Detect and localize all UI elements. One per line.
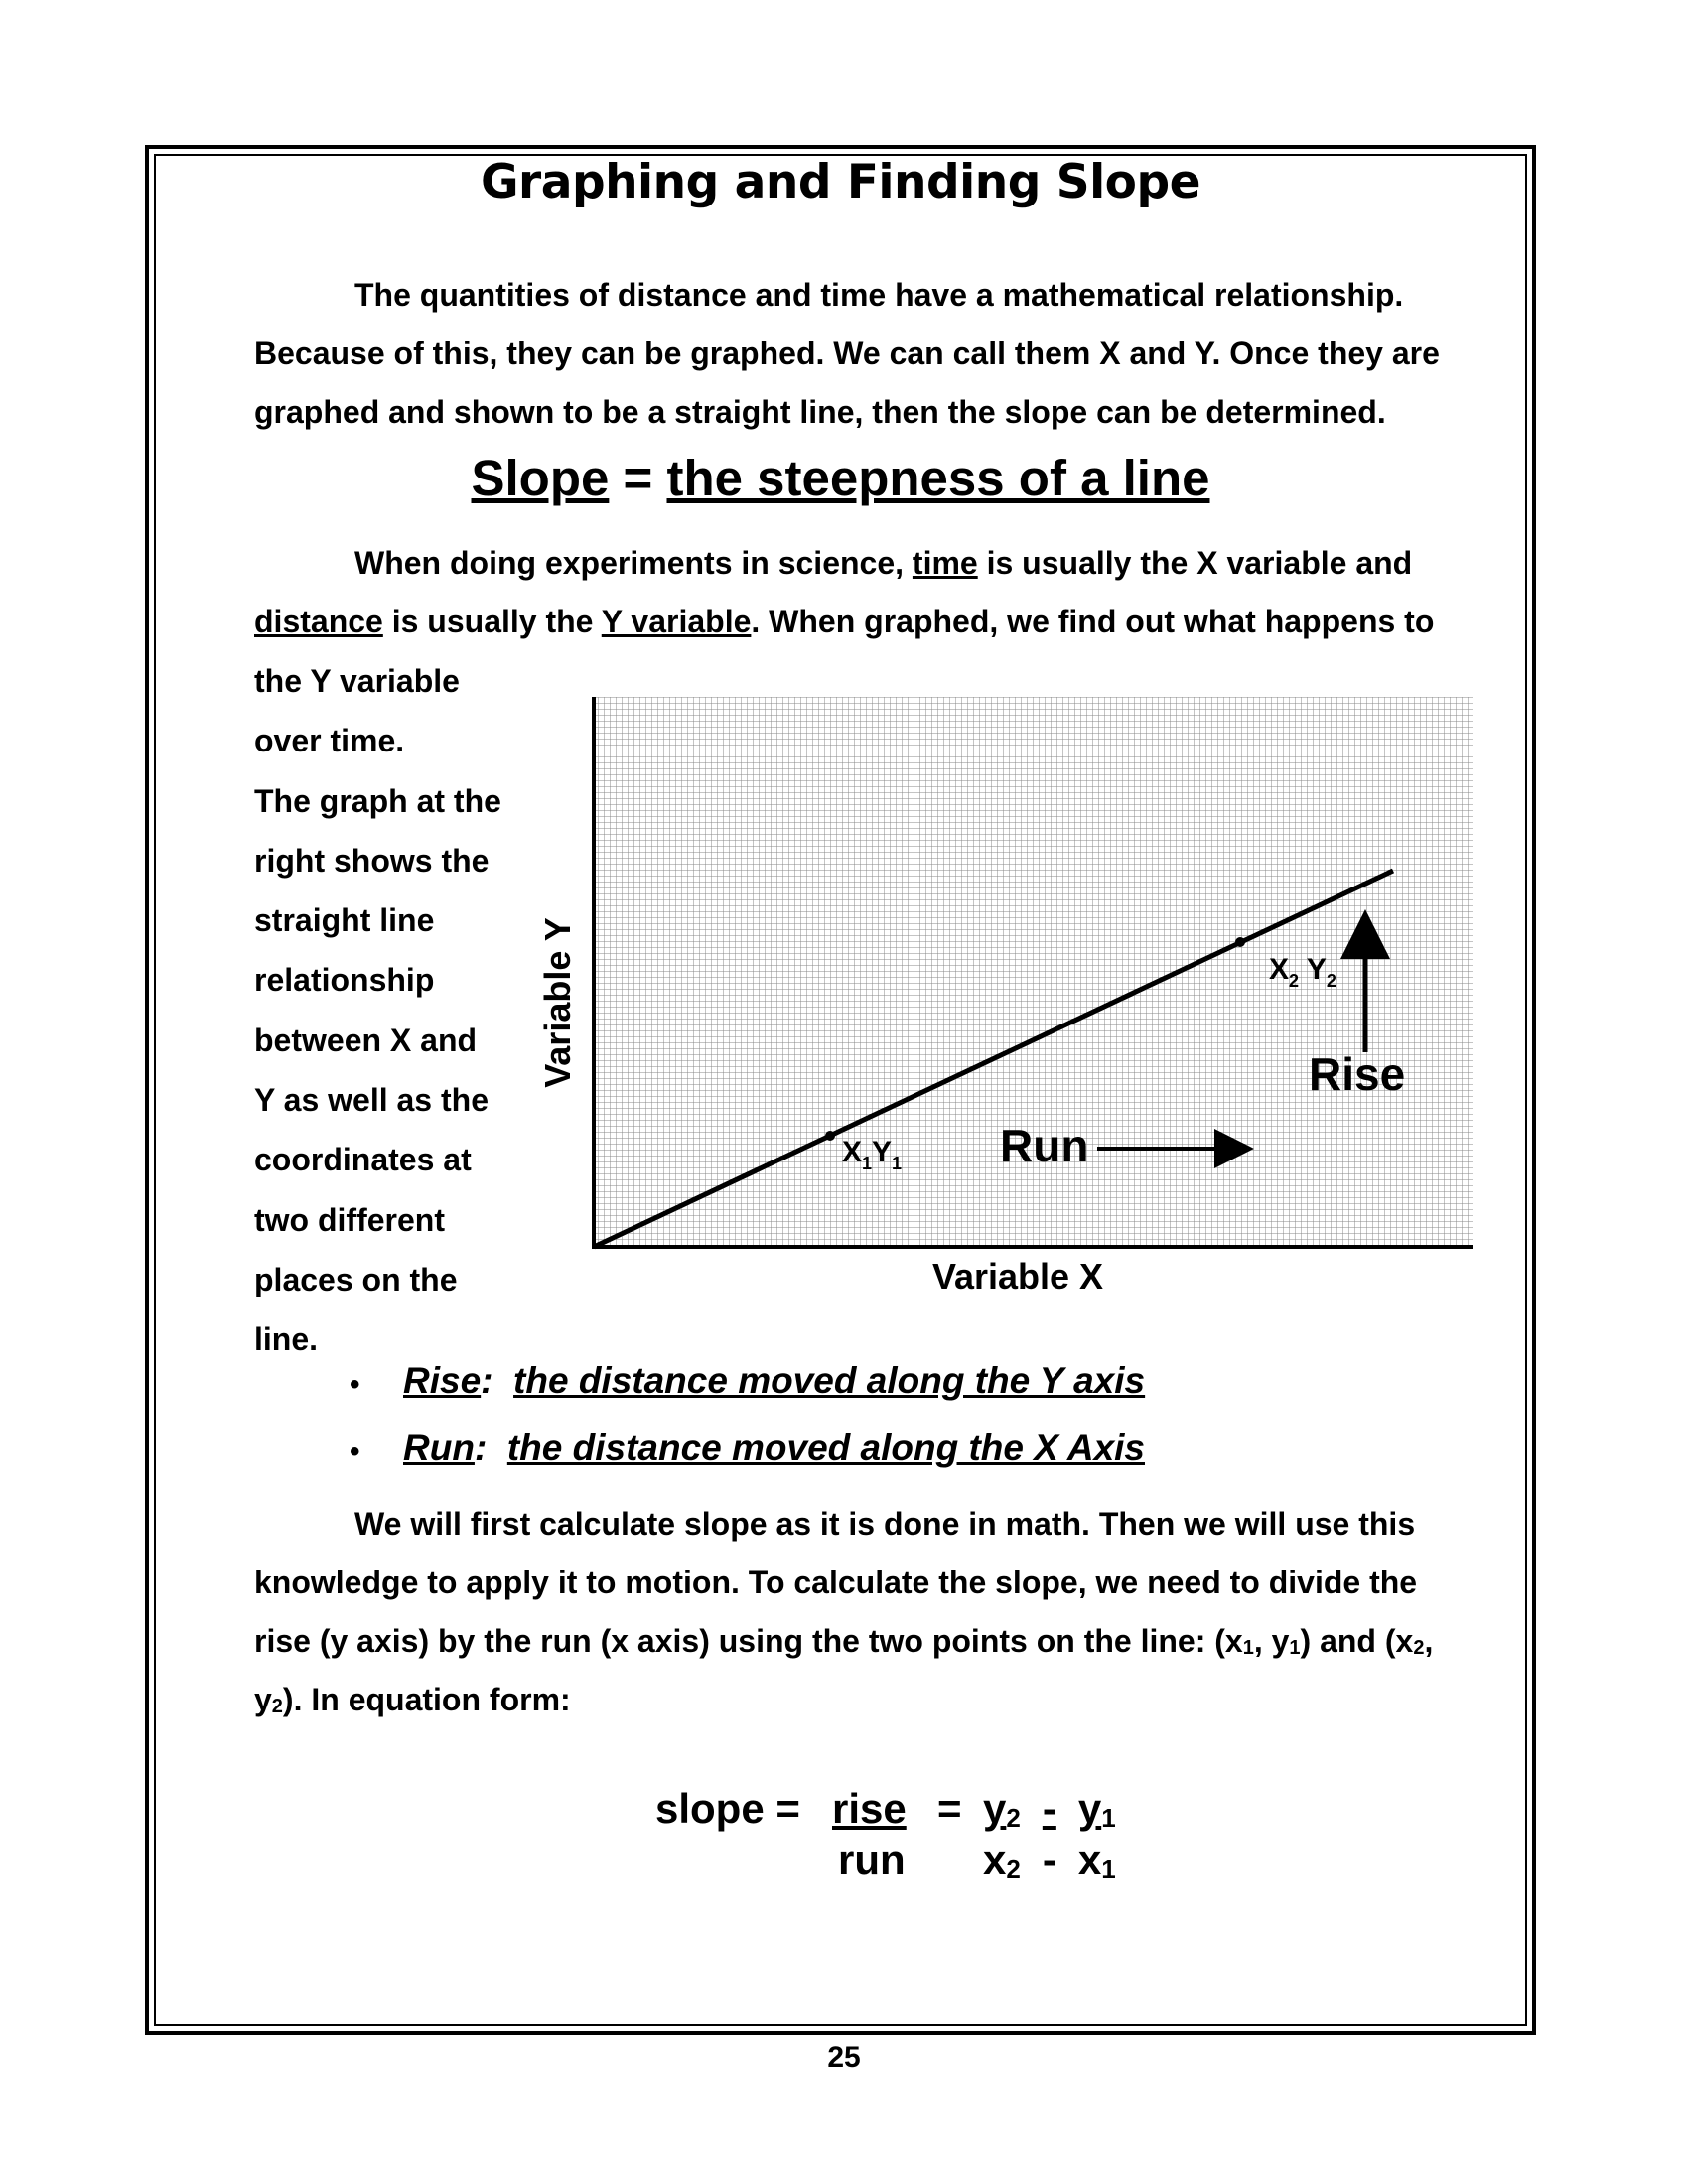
slope-definition: the steepness of a line	[666, 450, 1210, 506]
point-1-marker	[825, 1131, 835, 1141]
side-text-line: places on the	[254, 1261, 458, 1297]
calculation-paragraph	[254, 1495, 1525, 1729]
bullet-sep: :	[474, 1428, 507, 1468]
eq-minus: -	[1042, 1785, 1056, 1832]
point-1-label: $X_1Y_1$	[842, 1136, 903, 1173]
bullet-dot-icon: •	[350, 1368, 360, 1401]
equation-rise: rise	[832, 1785, 907, 1832]
bullet-text	[403, 1428, 1145, 1469]
equation-run: run	[838, 1837, 906, 1883]
text-span: , y	[1253, 1623, 1290, 1659]
bullet-text	[403, 1360, 1145, 1402]
subscript: 1	[1101, 1854, 1116, 1884]
bullet-term: Rise	[403, 1360, 482, 1401]
variables-line-1	[254, 534, 1525, 593]
y-axis-label: Variable Y	[537, 917, 578, 1088]
calc-line-3	[254, 1612, 1525, 1671]
subscript: 1	[1242, 1637, 1254, 1659]
bullet-term: Run	[403, 1428, 475, 1468]
side-text-line: relationship	[254, 962, 435, 999]
page-number: 25	[827, 2041, 861, 2074]
text-span: . When graphed, we find out what happens to	[751, 604, 1435, 639]
side-text-line: two different	[254, 1201, 445, 1238]
side-text-line: line.	[254, 1321, 319, 1358]
bullet-dot-icon: •	[350, 1435, 360, 1468]
equation-lhs: slope =	[655, 1785, 800, 1832]
side-text-line: coordinates at	[254, 1142, 472, 1178]
rise-label: Rise	[1309, 1048, 1406, 1100]
bullet-definition: the distance moved along the Y axis	[513, 1360, 1146, 1401]
side-text-line: between X and	[254, 1022, 478, 1058]
side-text-line: over time.	[254, 723, 405, 759]
intro-line-2: Because of this, they can be graphed. We can call them X and Y. Once they are	[254, 336, 1440, 371]
subscript: 1	[1101, 1803, 1116, 1833]
eq-x: x	[983, 1837, 1007, 1883]
slope-term: Slope	[471, 450, 610, 506]
term-time: time	[912, 545, 978, 581]
graph-side-text	[254, 651, 552, 1370]
text-span: is usually the	[382, 604, 602, 639]
x-axis-label: Variable X	[931, 1256, 1104, 1297]
subscript: 2	[1006, 1803, 1021, 1833]
eq-y: y	[983, 1785, 1007, 1832]
intro-line-3: graphed and shown to be a straight line, then the slope can be determined.	[254, 394, 1386, 430]
text-span: ) and (x	[1300, 1623, 1414, 1659]
calc-line-4	[254, 1671, 1525, 1729]
point-2-marker	[1235, 937, 1245, 947]
text-span: ). In equation form:	[282, 1682, 571, 1717]
slope-equals: =	[609, 450, 667, 506]
calc-line-1: We will first calculate slope as it is done in math. Then we will use this	[354, 1506, 1416, 1542]
bullet-definition: the distance moved along the X Axis	[506, 1428, 1145, 1468]
equation-numerator	[973, 1785, 1116, 1833]
intro-paragraph	[254, 266, 1525, 442]
side-text-line: right shows the	[254, 842, 490, 879]
point-2-label: $X_2$ $Y_2$	[1269, 953, 1336, 991]
text-span: y	[254, 1682, 272, 1717]
side-text-line: the Y variable	[254, 663, 460, 699]
side-text-line: The graph at the	[254, 782, 501, 819]
eq-y: y	[1077, 1785, 1102, 1832]
subscript: 1	[1289, 1637, 1301, 1659]
run-label: Run	[1000, 1120, 1089, 1171]
page-title: Graphing and Finding Slope	[480, 155, 1200, 209]
text-span: rise (y axis) by the run (x axis) using the two points on the line: (x	[254, 1623, 1243, 1659]
eq-x: x	[1077, 1837, 1102, 1883]
equation-equals: =	[937, 1785, 962, 1832]
eq-minus: -	[1042, 1837, 1056, 1883]
calc-line-2: knowledge to apply it to motion. To calculate the slope, we need to divide the	[254, 1565, 1418, 1600]
slope-heading	[154, 449, 1527, 507]
variables-paragraph	[254, 534, 1525, 651]
variables-line-2	[254, 593, 1525, 651]
equation-denominator	[983, 1837, 1116, 1884]
text-span: ,	[1424, 1623, 1434, 1659]
subscript: 2	[1006, 1854, 1021, 1884]
side-text-line: straight line	[254, 902, 435, 939]
intro-line-1: The quantities of distance and time have a mathematical relationship.	[354, 277, 1404, 313]
side-text-line: Y as well as the	[254, 1082, 489, 1119]
subscript: 2	[271, 1696, 283, 1717]
subscript: 2	[1413, 1637, 1425, 1659]
term-y-variable: Y variable	[601, 604, 752, 639]
slope-graph	[526, 685, 1479, 1300]
term-distance: distance	[254, 604, 383, 639]
text-span: When doing experiments in science,	[354, 545, 913, 581]
text-span: is usually the X variable and	[977, 545, 1413, 581]
bullet-sep: :	[481, 1360, 514, 1401]
